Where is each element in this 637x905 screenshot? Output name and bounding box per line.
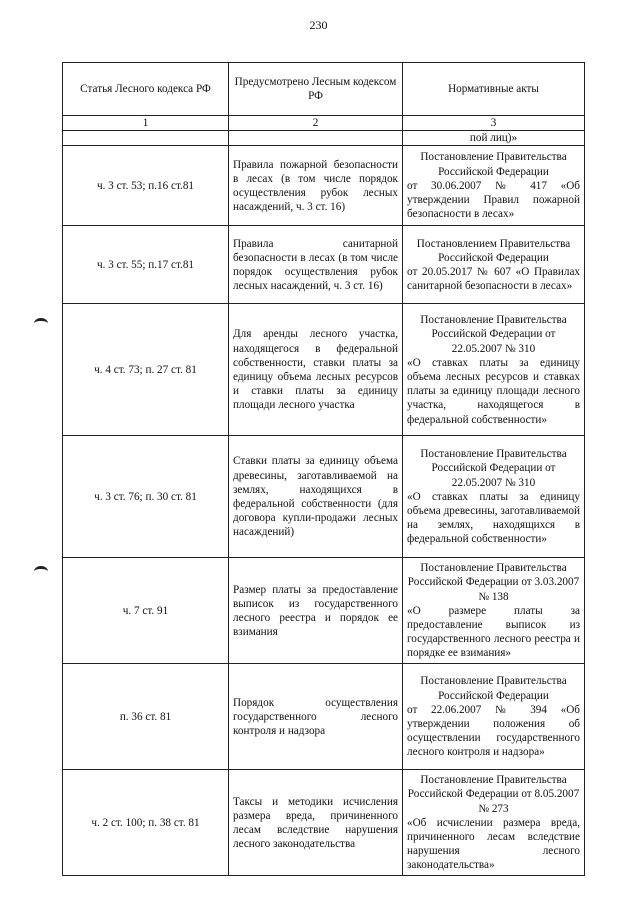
provision-cell: Таксы и методики исчисления размера вреда, причиненного лесам вследствие нарушения лесного законодательства bbox=[229, 770, 403, 876]
act-title: Постановление Правительства Российской Федерации от 22.05.2007 № 310 bbox=[420, 314, 567, 355]
continuation-text: пой лиц)» bbox=[403, 131, 585, 146]
article-cell: ч. 2 ст. 100; п. 38 ст. 81 bbox=[63, 770, 229, 876]
provision-cell: Порядок осуществления государственного лесного контроля и надзора bbox=[229, 664, 403, 770]
column-number: 2 bbox=[229, 116, 403, 131]
provision-cell: Размер платы за предоставление выписок из государственного лесного реестра и порядок ее взимания bbox=[229, 558, 403, 664]
article-cell: ч. 4 ст. 73; п. 27 ст. 81 bbox=[63, 304, 229, 436]
act-cell bbox=[403, 770, 585, 876]
act-body: «О ставках платы за единицу объема древесины, заготавливаемой на землях, находящихся в федеральной собственности» bbox=[407, 490, 580, 546]
act-title: Постановление Правительства Российской Федерации от 3.03.2007 № 138 bbox=[407, 562, 580, 603]
table-header-row bbox=[63, 63, 585, 116]
binding-mark bbox=[34, 566, 48, 577]
act-cell bbox=[403, 146, 585, 226]
table-row bbox=[63, 664, 585, 770]
header-acts: Нормативные акты bbox=[403, 63, 585, 116]
act-title: Постановление Правительства Российской Федерации от 22.05.2007 № 310 bbox=[420, 448, 567, 489]
act-body: от 22.06.2007 № 394 «Об утверждении положения об осуществлении государственного лесного контроля и надзора» bbox=[407, 703, 580, 759]
table-row bbox=[63, 770, 585, 876]
act-cell bbox=[403, 436, 585, 558]
article-cell: ч. 3 ст. 55; п.17 ст.81 bbox=[63, 226, 229, 304]
continuation-row bbox=[63, 131, 585, 146]
page-number: 230 bbox=[309, 18, 328, 32]
act-cell bbox=[403, 226, 585, 304]
table-row bbox=[63, 146, 585, 226]
table-row bbox=[63, 304, 585, 436]
act-cell bbox=[403, 304, 585, 436]
act-body: «О ставках платы за единицу объема лесных ресурсов и ставках платы за единицу площади лесного участка, находящегося в федеральной собственности» bbox=[407, 356, 580, 426]
table-row bbox=[63, 558, 585, 664]
act-body: «О размере платы за предоставление выписок из государственного лесного реестра и порядке ее взимания» bbox=[407, 604, 580, 660]
provision-cell: Правила пожарной безопасности в лесах (в том числе порядок осуществления рубок лесных насаждений, ч. 3 ст. 16) bbox=[229, 146, 403, 226]
provision-cell: Правила санитарной безопасности в лесах (в том числе порядок осуществления рубок лесных насаждений, ч. 3 ст. 16) bbox=[229, 226, 403, 304]
act-title: Постановление Правительства Российской Федерации bbox=[420, 151, 567, 178]
header-article: Статья Лесного кодекса РФ bbox=[63, 63, 229, 116]
binding-mark bbox=[34, 318, 48, 329]
table-row bbox=[63, 436, 585, 558]
act-body: от 20.05.2017 № 607 «О Правилах санитарной безопасности в лесах» bbox=[407, 265, 580, 293]
act-title: Постановлением Правительства Российской Федерации bbox=[416, 237, 571, 264]
act-body: от 30.06.2007 № 417 «Об утверждении Правил пожарной безопасности в лесах» bbox=[407, 179, 580, 221]
article-cell: ч. 3 ст. 76; п. 30 ст. 81 bbox=[63, 436, 229, 558]
column-number: 3 bbox=[403, 116, 585, 131]
provision-cell: Для аренды лесного участка, находящегося в федеральной собственности, ставки платы за единицу объема лесных ресурсов и ставки платы за единицу площади лесного участка bbox=[229, 304, 403, 436]
header-provision: Предусмотрено Лесным кодексом РФ bbox=[229, 63, 403, 116]
act-title: Постановление Правительства Российской Федерации от 8.05.2007 № 273 bbox=[407, 774, 580, 815]
provision-cell: Ставки платы за единицу объема древесины, заготавливаемой на землях, находящихся в федеральной собственности (для договора купли-продажи лесных насаждений) bbox=[229, 436, 403, 558]
article-cell: ч. 3 ст. 53; п.16 ст.81 bbox=[63, 146, 229, 226]
act-cell bbox=[403, 558, 585, 664]
act-title: Постановление Правительства Российской Федерации bbox=[420, 675, 567, 702]
act-body: «Об исчислении размера вреда, причиненного лесам вследствие нарушения лесного законодательства» bbox=[407, 816, 580, 872]
act-cell bbox=[403, 664, 585, 770]
article-cell: ч. 7 ст. 91 bbox=[63, 558, 229, 664]
article-cell: п. 36 ст. 81 bbox=[63, 664, 229, 770]
column-number-row bbox=[63, 116, 585, 131]
column-number: 1 bbox=[63, 116, 229, 131]
table-row bbox=[63, 226, 585, 304]
normative-acts-table bbox=[62, 62, 585, 876]
